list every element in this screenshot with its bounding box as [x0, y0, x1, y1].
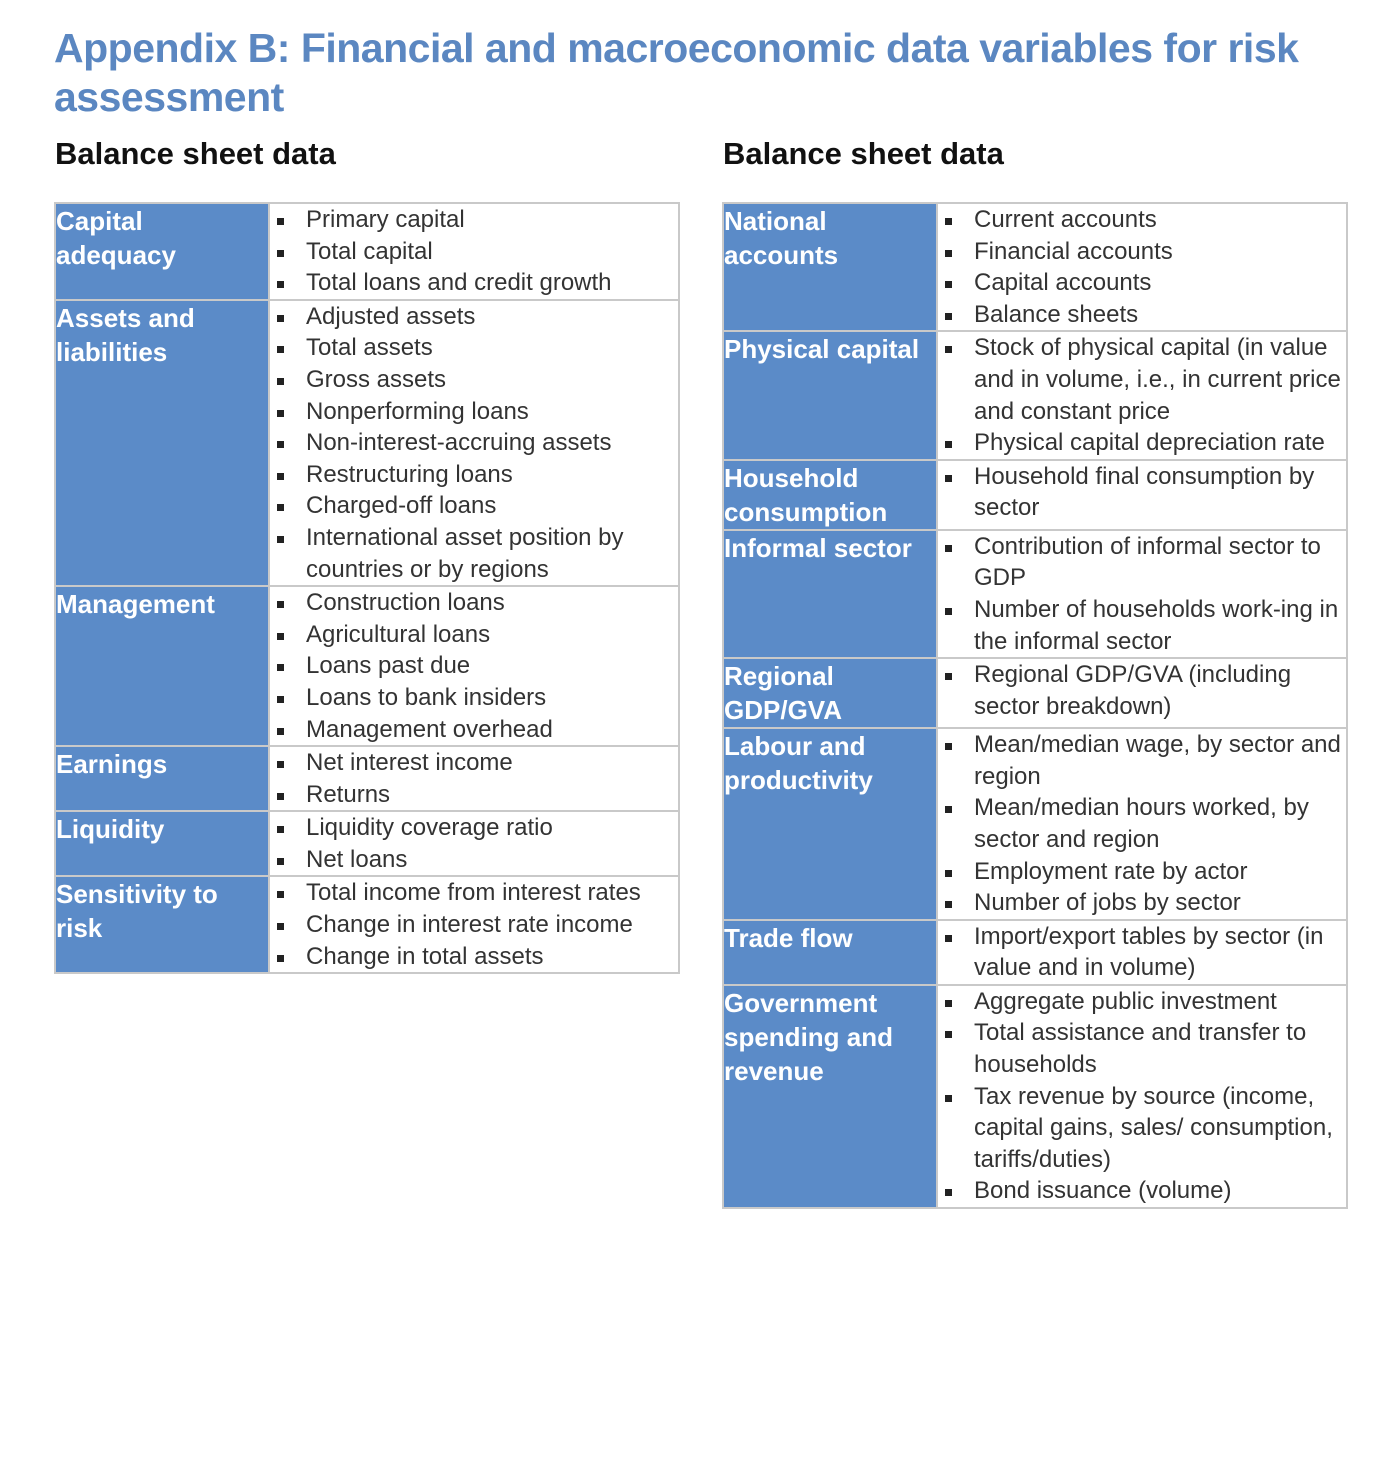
list-item: Total assistance and transfer to households [938, 1017, 1346, 1080]
bullet-list [270, 204, 678, 299]
category-cell: Household consumption [723, 460, 937, 530]
list-item: Non-interest-accruing assets [270, 427, 678, 459]
table-row [723, 658, 1347, 728]
left-section-heading: Balance sheet data [55, 136, 336, 171]
table-row [55, 811, 679, 876]
list-item: Stock of physical capital (in value and in volume, i.e., in current price and constant price [938, 332, 1346, 427]
category-cell: National accounts [723, 203, 937, 331]
list-item: Employment rate by actor [938, 856, 1346, 888]
list-item: Import/export tables by sector (in value and in volume) [938, 921, 1346, 984]
list-item: Change in interest rate income [270, 909, 678, 941]
bullet-list [938, 659, 1346, 722]
list-item: Agricultural loans [270, 619, 678, 651]
table-row [55, 300, 679, 586]
category-cell: Assets and liabilities [55, 300, 269, 586]
list-item: Total capital [270, 236, 678, 268]
bullet-list [938, 461, 1346, 524]
bullet-list [938, 332, 1346, 458]
table-row [723, 728, 1347, 920]
table-row [723, 920, 1347, 985]
items-cell [937, 728, 1347, 920]
table-row [723, 203, 1347, 331]
list-item: Current accounts [938, 204, 1346, 236]
list-item: Management overhead [270, 714, 678, 746]
category-cell: Sensitivity to risk [55, 876, 269, 973]
items-cell [269, 811, 679, 876]
list-item: Loans to bank insiders [270, 682, 678, 714]
page-title: Appendix B: Financial and macroeconomic data variables for risk assessment [54, 25, 1299, 120]
list-item: Net loans [270, 844, 678, 876]
list-item: Total income from interest rates [270, 877, 678, 909]
bullet-list [270, 587, 678, 745]
items-cell [937, 920, 1347, 985]
right-section-heading: Balance sheet data [723, 136, 1004, 171]
list-item: Primary capital [270, 204, 678, 236]
bullet-list [938, 986, 1346, 1207]
bullet-list [938, 531, 1346, 657]
list-item: Adjusted assets [270, 301, 678, 333]
list-item: Mean/median hours worked, by sector and region [938, 792, 1346, 855]
table-row [55, 876, 679, 973]
list-item: Liquidity coverage ratio [270, 812, 678, 844]
list-item: Regional GDP/GVA (including sector breakdown) [938, 659, 1346, 722]
items-cell [269, 300, 679, 586]
list-item: Loans past due [270, 650, 678, 682]
category-cell: Labour and productivity [723, 728, 937, 920]
table-row [723, 530, 1347, 658]
list-item: Capital accounts [938, 267, 1346, 299]
list-item: Contribution of informal sector to GDP [938, 531, 1346, 594]
list-item: Restructuring loans [270, 459, 678, 491]
list-item: Nonperforming loans [270, 396, 678, 428]
bullet-list [938, 204, 1346, 330]
list-item: Returns [270, 779, 678, 811]
bullet-list [270, 812, 678, 875]
category-cell: Government spending and revenue [723, 985, 937, 1208]
list-item: Number of households work-ing in the informal sector [938, 594, 1346, 657]
list-item: Balance sheets [938, 299, 1346, 331]
items-cell [269, 586, 679, 746]
left-data-table [54, 202, 680, 974]
list-item: Total assets [270, 332, 678, 364]
list-item: Mean/median wage, by sector and region [938, 729, 1346, 792]
category-cell: Earnings [55, 746, 269, 811]
table-row [55, 746, 679, 811]
category-cell: Physical capital [723, 331, 937, 459]
items-cell [937, 460, 1347, 530]
category-cell: Management [55, 586, 269, 746]
bullet-list [270, 877, 678, 972]
list-item: Charged-off loans [270, 490, 678, 522]
table-row [55, 586, 679, 746]
items-cell [937, 331, 1347, 459]
list-item: Bond issuance (volume) [938, 1175, 1346, 1207]
items-cell [269, 746, 679, 811]
table-row [723, 460, 1347, 530]
list-item: International asset position by countries or by regions [270, 522, 678, 585]
bullet-list [938, 729, 1346, 919]
category-cell: Trade flow [723, 920, 937, 985]
list-item: Gross assets [270, 364, 678, 396]
list-item: Construction loans [270, 587, 678, 619]
table-row [55, 203, 679, 300]
bullet-list [270, 747, 678, 810]
items-cell [269, 876, 679, 973]
list-item: Net interest income [270, 747, 678, 779]
list-item: Financial accounts [938, 236, 1346, 268]
category-cell: Informal sector [723, 530, 937, 658]
bullet-list [270, 301, 678, 585]
list-item: Change in total assets [270, 941, 678, 973]
list-item: Household final consumption by sector [938, 461, 1346, 524]
category-cell: Liquidity [55, 811, 269, 876]
list-item: Aggregate public investment [938, 986, 1346, 1018]
items-cell [937, 203, 1347, 331]
category-cell: Regional GDP/GVA [723, 658, 937, 728]
bullet-list [938, 921, 1346, 984]
right-data-table [722, 202, 1348, 1209]
list-item: Number of jobs by sector [938, 887, 1346, 919]
table-row [723, 985, 1347, 1208]
table-row [723, 331, 1347, 459]
list-item: Total loans and credit growth [270, 267, 678, 299]
items-cell [937, 985, 1347, 1208]
items-cell [937, 658, 1347, 728]
items-cell [937, 530, 1347, 658]
items-cell [269, 203, 679, 300]
category-cell: Capital adequacy [55, 203, 269, 300]
list-item: Tax revenue by source (income, capital gains, sales/ consumption, tariffs/duties) [938, 1081, 1346, 1176]
list-item: Physical capital depreciation rate [938, 427, 1346, 459]
